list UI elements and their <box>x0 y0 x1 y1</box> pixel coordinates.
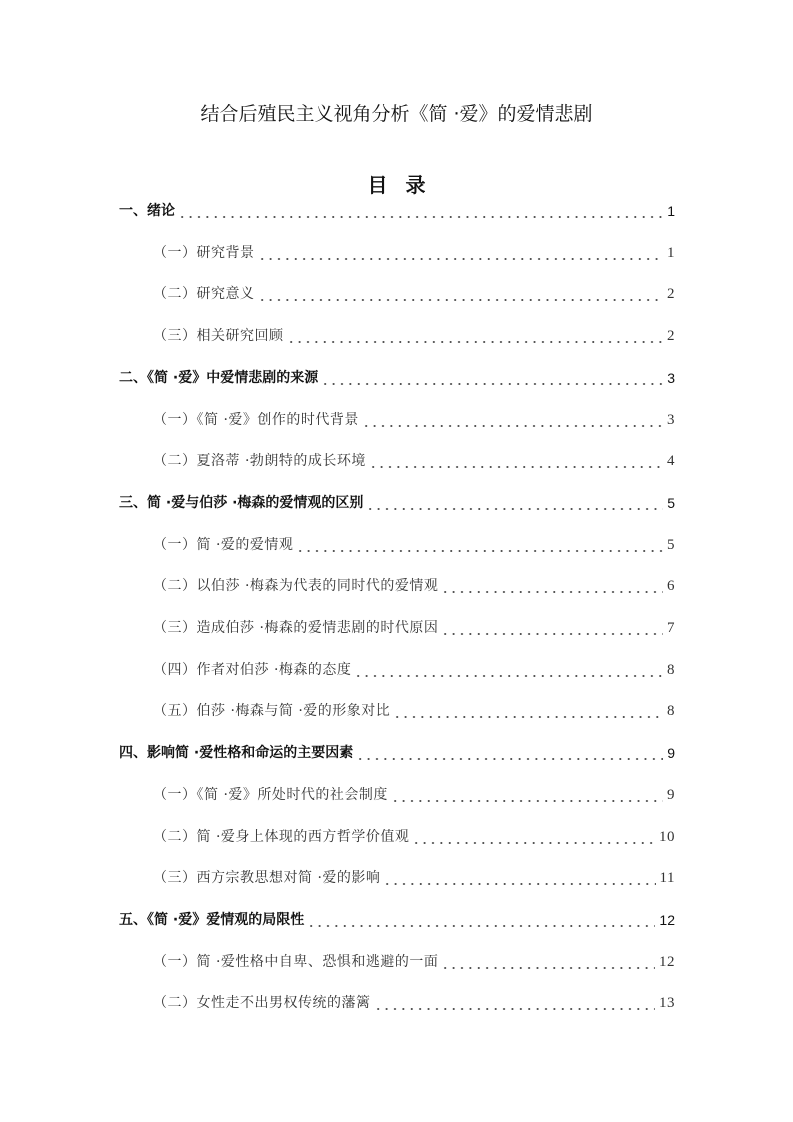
dot-leader <box>362 410 663 430</box>
toc-page-number: 2 <box>667 286 675 303</box>
toc-section-entry[interactable] <box>153 574 675 596</box>
toc-section-entry[interactable] <box>153 324 675 346</box>
toc-page-number: 1 <box>667 203 675 219</box>
dot-leader <box>374 993 656 1013</box>
toc-entry-label: （三）造成伯莎 ·梅森的爱情悲剧的时代原因 <box>153 620 439 636</box>
dot-leader <box>178 201 663 221</box>
toc-page-number: 9 <box>667 745 675 762</box>
toc-section-entry[interactable] <box>153 533 675 555</box>
toc-section-entry[interactable] <box>153 241 675 263</box>
toc-page-number: 7 <box>667 620 675 636</box>
dot-leader <box>321 368 663 388</box>
toc-entry-label: （一）《简 ·爱》所处时代的社会制度 <box>153 786 388 803</box>
dot-leader <box>356 743 663 763</box>
dot-leader <box>307 910 655 930</box>
toc-page-number: 6 <box>667 578 675 595</box>
dot-leader <box>366 493 663 513</box>
dot-leader <box>296 535 663 555</box>
toc-section-entry[interactable] <box>153 408 675 430</box>
dot-leader <box>391 785 663 805</box>
toc-page-number: 11 <box>659 870 675 887</box>
toc-section-entry[interactable] <box>153 282 675 304</box>
toc-entry-label: 四、影响简 ·爱性格和命运的主要因素 <box>119 745 354 762</box>
toc-entry-label: （二）女性走不出男权传统的藩篱 <box>153 995 371 1012</box>
toc-section-entry[interactable] <box>153 950 675 972</box>
toc-page-number: 3 <box>667 411 675 428</box>
toc-page-number: 2 <box>667 328 675 345</box>
toc-chapter-entry[interactable] <box>119 491 675 513</box>
dot-leader <box>287 326 664 346</box>
dot-leader <box>393 701 663 721</box>
toc-heading: 目录 <box>367 173 444 197</box>
toc-section-entry[interactable] <box>153 825 675 847</box>
toc-entry-label: 一、绪论 <box>119 203 175 219</box>
toc-entry-label: 三、简 ·爱与伯莎 ·梅森的爱情观的区别 <box>119 494 364 511</box>
toc-section-entry[interactable] <box>153 616 675 638</box>
dot-leader <box>441 952 655 972</box>
toc-section-entry[interactable] <box>153 449 675 471</box>
toc-chapter-entry[interactable] <box>119 908 675 930</box>
dot-leader <box>412 827 655 847</box>
toc-page-number: 13 <box>659 995 675 1012</box>
toc-entry-label: （二）简 ·爱身上体现的西方哲学价值观 <box>153 828 410 845</box>
toc-section-entry[interactable] <box>153 783 675 805</box>
dot-leader <box>369 451 663 471</box>
toc-page-number: 3 <box>667 369 675 386</box>
dot-leader <box>383 868 655 888</box>
dot-leader <box>258 243 664 263</box>
toc-chapter-entry[interactable] <box>119 199 675 221</box>
toc-section-entry[interactable] <box>153 658 675 680</box>
toc-entry-label: （三）相关研究回顾 <box>153 328 284 345</box>
toc-entry-label: （二）以伯莎 ·梅森为代表的同时代的爱情观 <box>153 578 439 595</box>
toc-entry-label: （四）作者对伯莎 ·梅森的态度 <box>153 661 352 678</box>
toc-chapter-entry[interactable] <box>119 741 675 763</box>
toc-page-number: 5 <box>667 536 675 553</box>
toc-chapter-entry[interactable] <box>119 366 675 388</box>
toc-page-number: 8 <box>667 661 675 678</box>
dot-leader <box>441 618 663 638</box>
toc-page-number: 10 <box>659 828 675 845</box>
toc-entry-label: 二、《简 ·爱》中爱情悲剧的来源 <box>119 369 319 386</box>
dot-leader <box>258 284 664 304</box>
toc-entry-label: （五）伯莎 ·梅森与简 ·爱的形象对比 <box>153 703 391 720</box>
toc-section-entry[interactable] <box>153 699 675 721</box>
toc-page-number: 5 <box>667 494 675 511</box>
toc-entry-label: （一）《简 ·爱》创作的时代背景 <box>153 411 359 428</box>
toc-page-number: 1 <box>667 244 675 261</box>
dot-leader <box>354 660 663 680</box>
toc-section-entry[interactable] <box>153 866 675 888</box>
toc-page-number: 8 <box>667 703 675 720</box>
toc-entry-label: （二）夏洛蒂 ·勃朗特的成长环境 <box>153 453 366 470</box>
toc-page-number: 12 <box>659 911 675 928</box>
document-title: 结合后殖民主义视角分析《简 ·爱》的爱情悲剧 <box>200 103 593 125</box>
dot-leader <box>441 576 663 596</box>
toc-entry-label: （二）研究意义 <box>153 286 255 303</box>
toc-entry-label: （一）简 ·爱性格中自卑、恐惧和逃避的一面 <box>153 953 439 970</box>
toc-section-entry[interactable] <box>153 991 675 1013</box>
toc-entry-label: （一）研究背景 <box>153 244 255 261</box>
toc-entry-label: （三）西方宗教思想对简 ·爱的影响 <box>153 870 381 887</box>
toc-entry-label: （一）简 ·爱的爱情观 <box>153 536 294 553</box>
toc-page-number: 12 <box>659 953 675 970</box>
toc-page-number: 9 <box>667 786 675 803</box>
toc-entry-label: 五、《简 ·爱》爱情观的局限性 <box>119 911 305 928</box>
toc-page-number: 4 <box>667 453 675 470</box>
